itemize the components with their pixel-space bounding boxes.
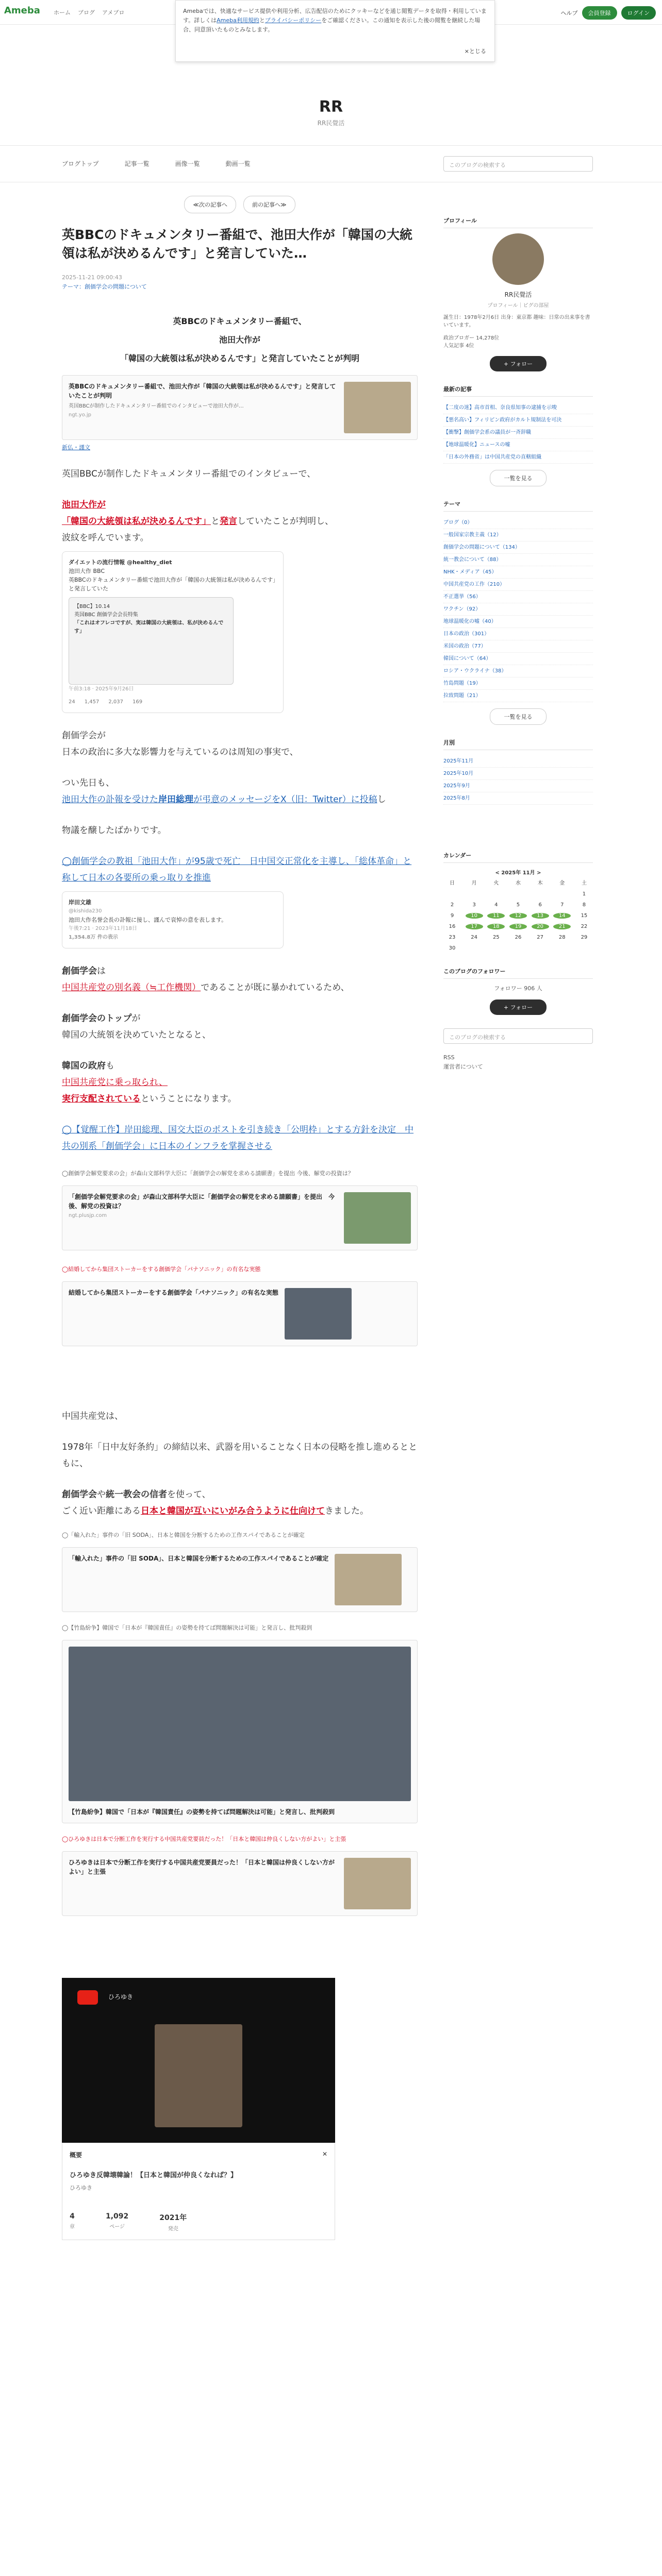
paragraph: 英国BBCが制作したドキュメンタリー番組でのインタビューで、 [62,469,316,479]
text: と [211,516,220,527]
stat-pages: 1,092 ページ [106,2212,129,2230]
avatar[interactable] [492,233,544,285]
tweet-head: 池田大作 BBC [69,568,105,574]
rank-value: 4位 [466,343,474,349]
card-title: 【竹島紛争】韓国で「日本が『韓国責任』の姿勢を持てば問題解決は可能」と発言し、批判殺到 [69,1808,335,1816]
card-url: ngt.yo.jp [69,412,91,418]
paragraph [62,497,418,546]
card-title: 「輸入れた」事件の「旧 SODA」、日本と韓国を分断するための工作スパイであることが確定 [69,1555,329,1562]
text: は [97,966,106,976]
text-emph: 日本と韓国が互いにいがみ合うように仕向けて [141,1506,325,1516]
tweet-views: 1,354.8万 件の表示 [69,935,118,940]
entry-title: 英BBCのドキュメンタリー番組で、池田大作が「韓国の大統領は私が決めるんです」と発言していた… [62,227,412,261]
text: も [106,1061,114,1071]
calendar-week: 16 17 18 19 20 21 22 [449,924,588,929]
embedded-tweet-2[interactable] [62,891,284,948]
list-item[interactable]: 【地球温暖化】ニュースの嘘 [443,439,593,451]
nav-blog-top[interactable]: ブログトップ [62,160,99,167]
top-right [561,6,656,20]
text: 波紋を呼んでいます。 [62,533,149,543]
follow-button[interactable]: + フォロー [490,356,547,371]
like-count[interactable]: 2,037 [108,699,124,705]
tweet-image-line: 英国BBC 創価学会会長特集 [74,612,138,618]
list-item[interactable]: ロシア・ウクライナ（38） [443,665,593,677]
list-item[interactable]: 2025年9月 [443,780,593,792]
text: ごく近い距離にある [62,1506,141,1516]
text: 創価学会が [62,731,106,741]
list-item[interactable]: 2025年8月 [443,792,593,805]
text-emph: 実行支配されている [62,1094,141,1104]
next-entry-button[interactable]: ≪次の記事へ [184,196,236,213]
link-card[interactable] [62,1851,418,1916]
profile-name[interactable]: RR民覺活 [504,291,532,298]
related-link[interactable]: ◯創価学会の教祖「池田大作」が95歳で死亡 日中国交正常化を主導し、「総体革命」と称して日本の各要所の乗っ取りを推進 [62,856,412,883]
related-link[interactable]: ◯創価学会解党要求の会」が森山文部科学大臣に「創価学会の解党を求める請願書」を提出 今後、解党の投資は？ [62,1170,354,1177]
nav-image-list[interactable]: 画像一覧 [175,160,200,167]
paragraph [62,727,418,760]
prev-entry-button[interactable]: 前の記事へ≫ [243,196,295,213]
tweet-image [69,597,234,685]
book-author: ひろゆき [70,2184,92,2191]
text-link: 岸田総理 [158,794,193,805]
profile-box [443,233,593,371]
headline-block [62,312,418,368]
month-list [443,755,593,805]
headline-line1: 英BBCのドキュメンタリー番組で、 [173,316,307,326]
close-icon[interactable]: ✕ [322,2150,327,2158]
nav-entry-list[interactable]: 記事一覧 [124,160,150,167]
blog-subtitle: RR民覺活 [317,120,345,127]
profile-heading: プロフィール [443,216,593,228]
login-button[interactable]: ログイン [621,6,656,20]
text-link: が [193,794,202,805]
theme-list [443,517,593,702]
list-item[interactable]: 統一教会について（88） [443,554,593,566]
calendar-month[interactable]: < 2025年 11月 > [495,870,541,876]
card-title: 英BBCのドキュメンタリー番組で、池田大作が「韓国の大統領は私が決めるんです」と発言していたことが判明 [69,383,336,399]
reply-count[interactable]: 24 [69,699,75,705]
list-item[interactable]: 【衝撃】創価学会系の議員が一斉辞職 [443,427,593,439]
card-thumbnail [335,1554,402,1605]
report-link[interactable]: 運営者について [443,1063,483,1070]
summary-heading: 概要 [70,2151,82,2159]
calendar-week: 23 24 25 26 27 28 29 [449,935,588,940]
link-card[interactable] [62,1547,418,1612]
new-entries-list [443,402,593,464]
text: や [97,1489,106,1500]
retweet-count[interactable]: 1,457 [84,699,100,705]
headline-line2: 池田大作が [219,335,260,345]
follower-count: フォロワー 906 人 [494,985,542,992]
list-item[interactable]: 中国共産党の工作（210） [443,579,593,591]
calendar-week: 2 3 4 5 6 7 8 [450,902,586,908]
profile-links[interactable]: プロフィール｜ピグの部屋 [487,303,549,309]
theme-heading: テーマ [443,500,593,512]
text-emph: 創価学会 [62,966,97,976]
source-link[interactable]: 新仏・謹文 [62,444,90,451]
calendar-weekdays: 日 月 火 水 木 金 土 [450,880,587,886]
card-title: 結婚してから集団ストーカーをする創価学会「パナソニック」の有名な実態 [69,1289,278,1296]
calendar-week: 30 [449,945,456,951]
register-button[interactable]: 会員登録 [582,6,617,20]
list-item[interactable]: 「日本の外務省」は中国共産党の直轄組織 [443,451,593,464]
rss-link[interactable]: RSS [443,1054,455,1061]
rank-label: 人気記事 [443,343,464,349]
follower-heading: このブログのフォロワー [443,967,593,979]
calendar-week: 1 [582,891,586,897]
text: きました。 [325,1506,369,1516]
text-emph: 韓国の政府 [62,1061,106,1071]
card-url: ngt.plusjp.com [69,1213,107,1218]
cookie-mid: と [259,17,265,24]
entry-theme[interactable]: テーマ：創価学会の問題について [62,283,147,290]
tweet-handle: @kishida230 [69,908,102,914]
list-item[interactable]: 【悪名高い】フィリピン政府がカルト規制法を可決 [443,414,593,427]
ameba-logo[interactable]: Ameba [4,5,40,16]
terms-link[interactable]: Ameba利用規約 [217,17,259,24]
follow-button-2[interactable]: + フォロー [490,999,547,1015]
text-link: 池田大作の訃報を受けた [62,794,158,805]
related-link[interactable]: ◯【竹島紛争】韓国で「日本が『韓国責任』の姿勢を持てば問題解決は可能」と発言し、批判殺到 [62,1624,312,1631]
text: が [131,1013,141,1024]
tweet-image-line: 「これはオフレコですが、実は韓国の大統領は、私が決めるんです」 [74,620,224,634]
cookie-close-button[interactable]: ×とじる [464,48,486,55]
text: ということになります。 [141,1094,237,1104]
text-emph: 創価学会 [62,1489,97,1500]
sidebar [443,216,593,1072]
list-item[interactable]: 2025年10月 [443,768,593,780]
month-heading: 月別 [443,738,593,750]
entry-main [62,196,418,2240]
profile-desc: 誕生日：1978年2月6日 出身：東京都 趣味：日常の出来事を書いています。 [443,315,590,328]
nav-home[interactable]: ホーム [54,9,71,16]
paragraph [62,775,418,808]
calendar [443,868,593,954]
text: し [377,794,386,805]
text-emph: 中国共産党の別名義（≒工作機関） [62,982,201,993]
card-thumbnail [69,1647,411,1801]
nav-video-list[interactable]: 動画一覧 [225,160,251,167]
card-title: ひろゆきは日本で分断工作を実行する中国共産党要員だった！「日本と韓国は仲良くしない方がよい」と主張 [69,1859,335,1875]
new-entries-heading: 最新の記事 [443,385,593,397]
text: を使って、 [167,1489,211,1500]
rank-label: 政治ブロガー [443,335,474,341]
video-frame [155,2024,242,2127]
list-item[interactable]: 拉致問題（21） [443,690,593,702]
top-nav [54,8,124,16]
list-item[interactable]: 創価学会の問題について（134） [443,541,593,554]
book-title: ひろゆき反韓壊韓論！【日本と韓国が仲良くなれば？】 [70,2172,238,2179]
paragraph [62,1058,418,1107]
related-link[interactable]: ◯【覚醒工作】岸田総理、国交大臣のポストを引き続き「公明枠」とする方針を決定 中共の別系「創価学会」に日本のインフラを掌握させる [62,1125,414,1151]
nav-ameblo[interactable]: アメブロ [102,9,125,16]
sidebar-search-input[interactable]: このブログの検索する [443,1028,593,1044]
video-embed[interactable] [62,1978,335,2143]
more-button[interactable]: 一覧を見る [490,470,547,486]
tweet-time: 午後7:21 · 2023年11月18日 [69,926,137,931]
youtube-play-icon[interactable] [77,1990,98,2005]
related-link[interactable]: ◯「輸入れた」事件の「旧 SODA」、日本と韓国を分断するための工作スパイであることが確定 [62,1532,305,1538]
privacy-link[interactable]: プライバシーポリシー [264,17,322,24]
list-item[interactable]: 一般国家宗教主義（12） [443,529,593,541]
paragraph [62,1486,418,1519]
related-link[interactable]: ◯結婚してから集団ストーカーをする創価学会「パナソニック」の有名な実態 [62,1266,261,1273]
text-emph: 中国共産党に乗っ取られ、 [62,1077,168,1088]
list-item[interactable]: 韓国について（64） [443,653,593,665]
calendar-heading: カレンダー [443,851,593,863]
text: 日本の政治に多大な影響力を与えているのは周知の事実で、 [62,747,299,757]
list-item[interactable]: NHK・メディア（45） [443,566,593,579]
blog-search-input[interactable]: このブログの検索する [443,156,593,172]
tweet-user[interactable]: 岸田文雄 [69,899,91,906]
paragraph: 物議を醸したばかりです。 [62,825,167,836]
paragraph [62,1122,418,1155]
paragraph: 1978年「日中友好条約」の締結以来、武器を用いることなく日本の侵略を推し進めるとともに、 [62,1442,418,1469]
calendar-week: 9 10 11 12 13 14 15 [450,913,588,919]
list-item[interactable]: 日本の政治（301） [443,628,593,640]
list-item[interactable]: 地球温暖化の嘘（40） [443,616,593,628]
tweet-text: 池田大作名誉会長の訃報に接し、謹んで哀悼の意を表します。 [69,917,227,923]
text: 韓国の大統領を決めていたとなると、 [62,1030,211,1040]
tweet-user[interactable]: ダイエットの流行情報 @healthy_diet [69,559,172,566]
paragraph [62,963,418,996]
text-emph: 池田大作が [62,500,106,510]
text-emph: 「韓国の大統領は私が決めるんです」 [62,516,211,527]
list-item[interactable]: ブログ（0） [443,517,593,529]
rank-value: 14,278位 [476,335,500,341]
bookmark-count[interactable]: 169 [133,699,143,705]
list-item[interactable]: ワクチン（92） [443,603,593,616]
paragraph: 中国共産党は、 [62,1411,123,1421]
list-item[interactable]: 竹島問題（19） [443,677,593,690]
link-card[interactable] [62,1640,418,1823]
link-card[interactable] [62,1185,418,1250]
video-title: ひろゆき [108,1993,134,2001]
book-summary [62,2143,335,2240]
global-nav [0,145,662,182]
card-thumbnail [344,1858,411,1909]
help-link[interactable]: ヘルプ [560,10,578,16]
nav-blog[interactable]: ブログ [78,9,95,16]
text-emph: 統一教会の信者 [106,1489,167,1500]
card-desc: 英国BBCが制作したドキュメンタリー番組でのインタビューで池田大作が… [69,403,244,409]
stat-release: 2021年 発売 [159,2214,187,2232]
stat-chapters: 4 章 [70,2212,75,2230]
list-item[interactable]: 2025年11月 [443,755,593,768]
book-stats [70,2212,327,2232]
tweet-image-line: 【BBC】10.14 [74,604,110,609]
text: であることが既に暴かれているため、 [201,982,350,993]
text: していたことが判明し、 [237,516,334,527]
tweet-stats [69,698,277,706]
entry-meta [62,273,418,292]
entry-date: 2025-11-21 09:00:43 [62,274,122,281]
entry-pager [62,196,418,213]
headline-line3: 「韓国の大統領は私が決めるんです」と発言していたことが判明 [120,353,359,363]
card-thumbnail [344,382,411,433]
card-thumbnail [344,1192,411,1244]
list-item[interactable]: 不正選挙（56） [443,591,593,603]
tweet-text: 英BBCのドキュメンタリー番組で池田大作が「韓国の大統領は私が決めるんです」と発言していた [69,577,276,592]
link-card[interactable] [62,1281,418,1346]
more-button[interactable]: 一覧を見る [490,708,547,725]
list-item[interactable]: 【二度の迷】高市首相、奈良県知事の逮捕を示唆 [443,402,593,414]
cookie-notice [175,0,495,62]
text-link: 弔意のメッセージをX（旧：Twitter）に投稿 [202,794,377,805]
paragraph [62,1010,418,1043]
cookie-tail: をご確認ください。この通知を表示した後の閲覧を継続した場合、同意頂いたものとみなします。 [183,17,481,33]
link-card[interactable] [62,375,418,440]
card-thumbnail [285,1288,352,1340]
list-item[interactable]: 米国の政治（77） [443,640,593,653]
blog-title[interactable]: RR [319,98,343,116]
text-emph: 発言 [220,516,237,527]
card-title: 「創価学会解党要求の会」が森山文部科学大臣に「創価学会の解党を求める請願書」を提出 今後、解党の投資は？ [69,1193,335,1210]
text: つい先日も、 [62,778,114,788]
embedded-tweet[interactable] [62,551,284,713]
related-link[interactable]: ◯ひろゆきは日本で分断工作を実行する中国共産党要員だった！「日本と韓国は仲良くしない方がよい」と主張 [62,1836,346,1842]
paragraph [62,853,418,886]
text-emph: 創価学会のトップ [62,1013,132,1024]
cookie-text: Amebaでは、快適なサービス提供や利用分析、広告配信のためにクッキーなどを通じ閲覧データを取得・利用しています。詳しくは [183,8,487,24]
tweet-time: 午前3:18 · 2025年9月26日 [69,686,134,692]
rank-row [443,334,593,350]
